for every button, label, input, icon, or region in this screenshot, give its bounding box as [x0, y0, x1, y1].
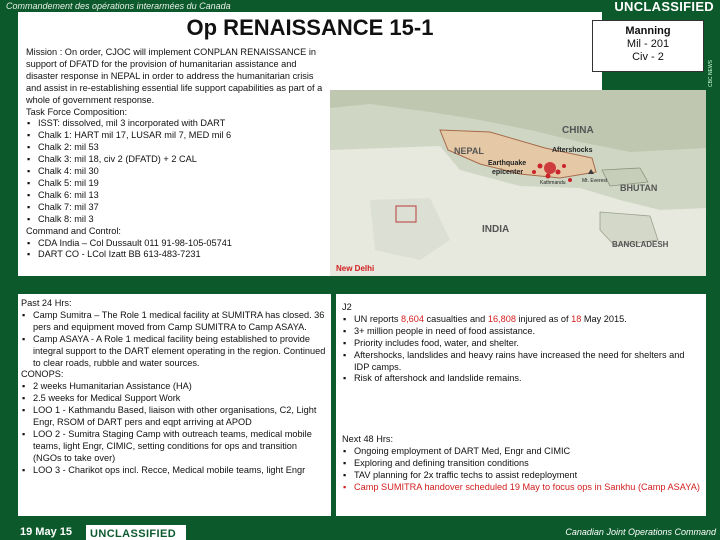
past24-heading: Past 24 Hrs:	[21, 298, 72, 308]
list-item: ▪ 2 weeks Humanitarian Assistance (HA)	[21, 381, 326, 393]
list-item: ▪ LOO 2 - Sumitra Staging Camp with outreach teams, medical mobile teams, light Engr, CIMIC, setting conditions for ops and transition (NGOs to take over)	[21, 429, 326, 465]
manning-heading: Manning	[625, 25, 671, 37]
list-item: ▪ DART CO - LCol Izatt BB 613-483-7231	[26, 249, 326, 261]
epicenter-marker	[544, 162, 556, 174]
next48-heading: Next 48 Hrs:	[342, 434, 394, 444]
list-item: ▪ Camp Sumitra – The Role 1 medical facility at SUMITRA has closed. 36 pers and equipment moved from Camp SUMITRA to Camp ASAYA.	[21, 310, 326, 334]
list-item: ▪ Camp SUMITRA handover scheduled 19 May to focus ops in Sankhu (Camp ASAYA)	[342, 482, 702, 494]
aftershock-marker	[546, 174, 551, 179]
list-item: ▪ ISST: dissolved, mil 3 incorporated with DART	[26, 118, 326, 130]
manning-civ: Civ - 2	[632, 51, 664, 63]
mission-text: Mission : On order, CJOC will implement CONPLAN RENAISSANCE in support of DFATD for the provision of humanitarian assistance and disaster response in NEPAL in order to address the humanitarian crisis and assist in re-establishing essential life support capabilities as part of a whole of government response.	[26, 47, 323, 105]
composition-heading: Task Force Composition:	[26, 106, 128, 117]
list-item: ▪ TAV planning for 2x traffic techs to assist redeployment	[342, 470, 702, 482]
aftershock-marker	[538, 164, 543, 169]
j2-block	[342, 302, 702, 385]
list-item: ▪ Chalk 4: mil 30	[26, 166, 326, 178]
list-item: ▪ Chalk 1: HART mil 17, LUSAR mil 7, MED mil 6	[26, 130, 326, 142]
list-item: ▪ Chalk 6: mil 13	[26, 190, 326, 202]
list-item: ▪ CDA India – Col Dussault 011 91-98-105-05741	[26, 238, 326, 250]
map-label-nepal: NEPAL	[454, 146, 484, 156]
conops-heading: CONOPS:	[21, 369, 64, 380]
title-bar	[18, 12, 602, 42]
list-item: ▪ Chalk 3: mil 18, civ 2 (DFATD) + 2 CAL	[26, 154, 326, 166]
list-item: ▪ LOO 3 - Charikot ops incl. Recce, Medical mobile teams, light Engr	[21, 465, 326, 477]
report-day: 18	[571, 313, 582, 324]
list-item: ▪ Risk of aftershock and landslide remains.	[342, 373, 702, 385]
classification-top: UNCLASSIFIED	[614, 0, 714, 14]
aftershock-marker	[532, 170, 536, 174]
nepal-map	[330, 90, 706, 276]
composition-list	[26, 118, 326, 225]
map-label-earthquake: Earthquake	[488, 160, 527, 167]
mission-block	[26, 47, 326, 261]
manning-box	[592, 20, 704, 72]
list-item: ▪ Aftershocks, landslides and heavy rains have increased the need for shelters and IDP camps.	[342, 350, 702, 374]
list-item: ▪ Ongoing employment of DART Med, Engr and CIMIC	[342, 446, 702, 458]
list-item: ▪ Priority includes food, water, and shelter.	[342, 338, 702, 350]
casualties-value: 8,604	[400, 313, 424, 324]
list-item: ▪ Chalk 7: mil 37	[26, 202, 326, 214]
list-item: ▪ 3+ million people in need of food assistance.	[342, 326, 702, 338]
manning-mil: Mil - 201	[626, 38, 670, 50]
header-organization: Commandement des opérations interarmées du Canada	[6, 1, 231, 11]
list-item: ▪ 2.5 weeks for Medical Support Work	[21, 393, 326, 405]
map-label-mt-everest: Mt. Everest	[582, 178, 608, 184]
map-label-india: INDIA	[482, 224, 510, 235]
list-item: ▪ LOO 1 - Kathmandu Based, liaison with other organisations, C2, Light Engr, RSOM of DART pers and eqpt arriving at APOD	[21, 405, 326, 429]
page-title: Op RENAISSANCE 15-1	[186, 15, 434, 40]
j2-heading: J2	[342, 302, 352, 312]
list-item: ▪ Chalk 2: mil 53	[26, 142, 326, 154]
map-label-new-delhi: New Delhi	[336, 264, 375, 273]
footer-command: Canadian Joint Operations Command	[565, 527, 716, 537]
list-item: ▪ UN reports 8,604 casualties and 16,808 injured as of 18 May 2015.	[342, 314, 702, 326]
map-label-bhutan: BHUTAN	[620, 183, 658, 193]
next48-list	[342, 446, 702, 494]
aftershock-marker	[556, 170, 561, 175]
c2-list	[26, 238, 326, 262]
list-item: ▪ Camp ASAYA - A Role 1 medical facility being established to provide integral support to the DART element operating in the region. Continued to clear roads, rubble and water sources.	[21, 334, 326, 370]
aftershock-marker	[562, 164, 566, 168]
map-label-china: CHINA	[562, 125, 594, 136]
kathmandu-marker	[568, 178, 572, 182]
map-credit: CBC NEWS	[708, 60, 714, 87]
classification-bottom: UNCLASSIFIED	[86, 525, 186, 540]
past24-block	[21, 298, 326, 477]
footer-date: 19 May 15	[20, 526, 72, 538]
list-item: ▪ Exploring and defining transition conditions	[342, 458, 702, 470]
next48-block	[342, 434, 702, 494]
j2-list	[342, 314, 702, 385]
injured-value: 16,808	[487, 313, 516, 324]
list-item: ▪ Chalk 8: mil 3	[26, 214, 326, 226]
map-label-kathmandu: Kathmandu	[540, 180, 566, 186]
conops-list	[21, 381, 326, 476]
map-label-bangladesh: BANGLADESH	[612, 240, 669, 249]
past24-list	[21, 310, 326, 370]
c2-heading: Command and Control:	[26, 225, 121, 236]
list-item: ▪ Chalk 5: mil 19	[26, 178, 326, 190]
map-label-aftershocks: Aftershocks	[552, 147, 593, 154]
map-label-epicenter: epicenter	[492, 169, 524, 176]
